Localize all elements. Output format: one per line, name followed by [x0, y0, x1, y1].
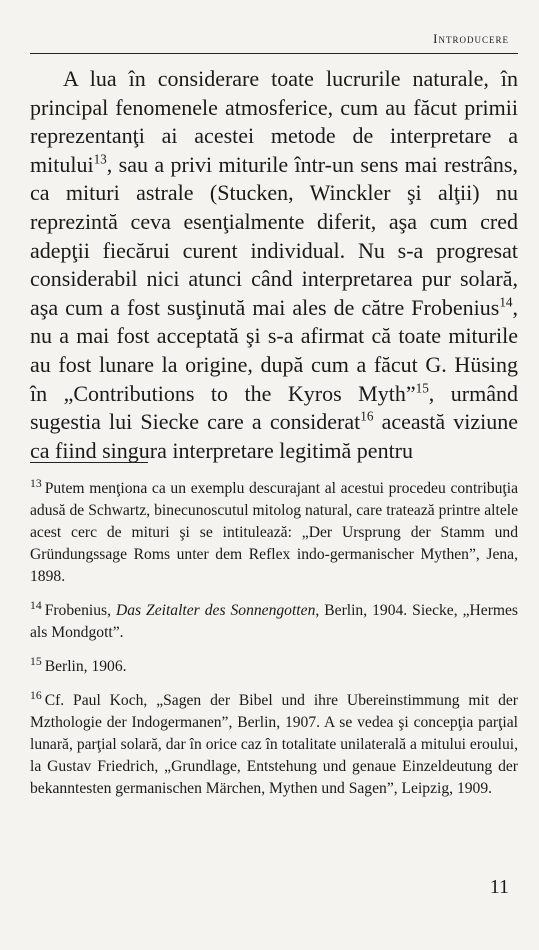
footnote-ref-16: 16 — [360, 408, 374, 424]
footnote-ref-15: 15 — [415, 380, 429, 396]
footnote-number: 14 — [30, 598, 42, 612]
body-paragraph — [30, 65, 518, 465]
body-text-1: A lua în considerare toate lucrurile naturale, în principal fenomenele atmosferice, cum au făcut primii reprezentanţi ai acestei metode de interpretare a mitului — [30, 66, 518, 177]
footnote-text: Cf. Paul Koch, „Sagen der Bibel und ihre Ubereinstimmung mit der Mzthologie der Indogermanen”, Berlin, 1907. A se vedea şi concepţia parţial lunară, parţial solară, dar în orice caz în totalitate unilaterală a mitului eroului, la Gustav Friedrich, „Grundlage, Entstehung und genaue Einzeldeutung der bekanntesten germanischen Märchen, Mythen und Sagen”, Leipzig, 1909. — [30, 692, 518, 797]
footnote-ref-13: 13 — [93, 151, 107, 167]
footnote-number: 13 — [30, 476, 42, 490]
running-head: Introducere — [433, 31, 509, 46]
footnote-text: Berlin, 1906. — [44, 658, 127, 675]
footnote-text: Frobenius, — [44, 602, 116, 619]
footnote-13 — [30, 478, 518, 588]
footnote-ref-14: 14 — [499, 294, 513, 310]
body-text-3: , nu a mai fost acceptată şi s-a afirmat că toate miturile au fost lunare la origine, după cum a făcut G. Hüsing în „Contributions to the Kyros Myth” — [30, 294, 518, 406]
footnote-14 — [30, 600, 518, 644]
body-text-4: , urmând sugestia lui Siecke care a considerat — [30, 380, 519, 435]
footnote-number: 16 — [30, 688, 42, 702]
footnote-15 — [30, 656, 518, 678]
main-text — [30, 65, 518, 465]
footnote-rule — [30, 462, 148, 463]
footnote-text: Putem menţiona ca un exemplu descurajant al acestui procedeu contribuţia adusă de Schwartz, binecunoscutul mitolog natural, care tratează printre altele acest cerc de mituri şi se intitulează: „Der Ursprung der Stamm und Gründungssage Roms unter dem Reflex indo-germanischer Mythen”, Jena, 1898. — [30, 480, 518, 585]
book-title: Das Zeitalter des Sonnengotten — [115, 602, 316, 619]
page-number: 11 — [489, 876, 509, 898]
footnotes — [30, 478, 518, 812]
header-rule — [30, 53, 518, 54]
footnote-16 — [30, 690, 518, 800]
footnote-text: , Berlin, 1904. Siecke, „Hermes als Mondgott”. — [30, 602, 519, 641]
footnote-number: 15 — [30, 654, 42, 668]
body-text-2: , sau a privi miturile într-un sens mai restrâns, ca mituri astrale (Stucken, Winckler şi alţii) nu reprezintă ceva esenţialmente diferit, aşa cum cred adepţii fiecărui curent individual. Nu s-a progresat considerabil nici atunci când interpretarea pur solară, aşa cum a fost susţinută mai ales de către Frobenius — [30, 151, 518, 320]
body-text-5: această viziune ca fiind singura interpretare legitimă pentru — [30, 409, 518, 463]
